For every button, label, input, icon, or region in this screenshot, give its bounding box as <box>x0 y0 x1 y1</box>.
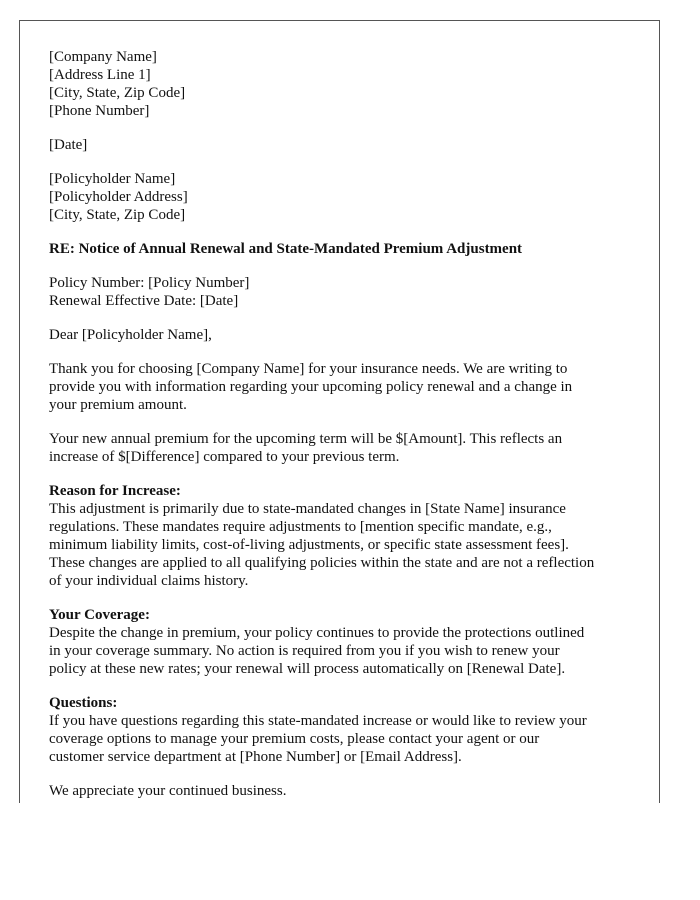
recipient-address-line: [Policyholder Address] <box>49 189 188 205</box>
sender-phone: [Phone Number] <box>49 103 150 119</box>
reason-heading: Reason for Increase: <box>49 483 181 499</box>
policy-number: Policy Number: [Policy Number] <box>49 275 250 291</box>
recipient-city-state-zip: [City, State, Zip Code] <box>49 207 186 223</box>
sender-address <box>49 48 639 120</box>
sender-address-line-1: [Address Line 1] <box>49 67 151 83</box>
intro-line: your premium amount. <box>49 397 187 413</box>
reason-section <box>49 482 639 590</box>
date-text: [Date] <box>49 137 88 153</box>
questions-line: If you have questions regarding this state-mandated increase or would like to review your <box>49 713 587 729</box>
questions-heading: Questions: <box>49 695 118 711</box>
letter-date <box>49 136 639 154</box>
premium-line: Your new annual premium for the upcoming term will be $[Amount]. This reflects an <box>49 431 563 447</box>
closing-paragraph <box>49 782 639 800</box>
letter-page <box>19 20 660 803</box>
questions-line: customer service department at [Phone Number] or [Email Address]. <box>49 749 462 765</box>
coverage-heading: Your Coverage: <box>49 607 150 623</box>
subject-text: RE: Notice of Annual Renewal and State-Mandated Premium Adjustment <box>49 241 523 257</box>
coverage-line: Despite the change in premium, your policy continues to provide the protections outlined <box>49 625 585 641</box>
closing-text: We appreciate your continued business. <box>49 783 287 799</box>
intro-paragraph <box>49 360 639 414</box>
policy-details <box>49 274 639 310</box>
premium-paragraph <box>49 430 639 466</box>
letter-body <box>49 48 639 803</box>
coverage-line: in your coverage summary. No action is required from you if you wish to renew your <box>49 643 560 659</box>
reason-line: This adjustment is primarily due to state-mandated changes in [State Name] insurance <box>49 501 566 517</box>
questions-section <box>49 694 639 766</box>
recipient-name: [Policyholder Name] <box>49 171 176 187</box>
reason-line: regulations. These mandates require adjustments to [mention specific mandate, e.g., <box>49 519 552 535</box>
renewal-effective-date: Renewal Effective Date: [Date] <box>49 293 239 309</box>
sender-city-state-zip: [City, State, Zip Code] <box>49 85 186 101</box>
reason-line: minimum liability limits, cost-of-living adjustments, or specific state assessment fees]. <box>49 537 569 553</box>
recipient-address <box>49 170 639 224</box>
coverage-section <box>49 606 639 678</box>
intro-line: provide you with information regarding your upcoming policy renewal and a change in <box>49 379 573 395</box>
salutation <box>49 326 639 344</box>
salutation-text: Dear [Policyholder Name], <box>49 327 212 343</box>
reason-line: These changes are applied to all qualifying policies within the state and are not a reflection <box>49 555 595 571</box>
intro-line: Thank you for choosing [Company Name] for your insurance needs. We are writing to <box>49 361 568 377</box>
premium-line: increase of $[Difference] compared to your previous term. <box>49 449 400 465</box>
sender-company-name: [Company Name] <box>49 49 157 65</box>
subject-line <box>49 240 639 258</box>
coverage-line: policy at these new rates; your renewal will process automatically on [Renewal Date]. <box>49 661 566 677</box>
questions-line: coverage options to manage your premium costs, please contact your agent or our <box>49 731 540 747</box>
reason-line: of your individual claims history. <box>49 573 249 589</box>
